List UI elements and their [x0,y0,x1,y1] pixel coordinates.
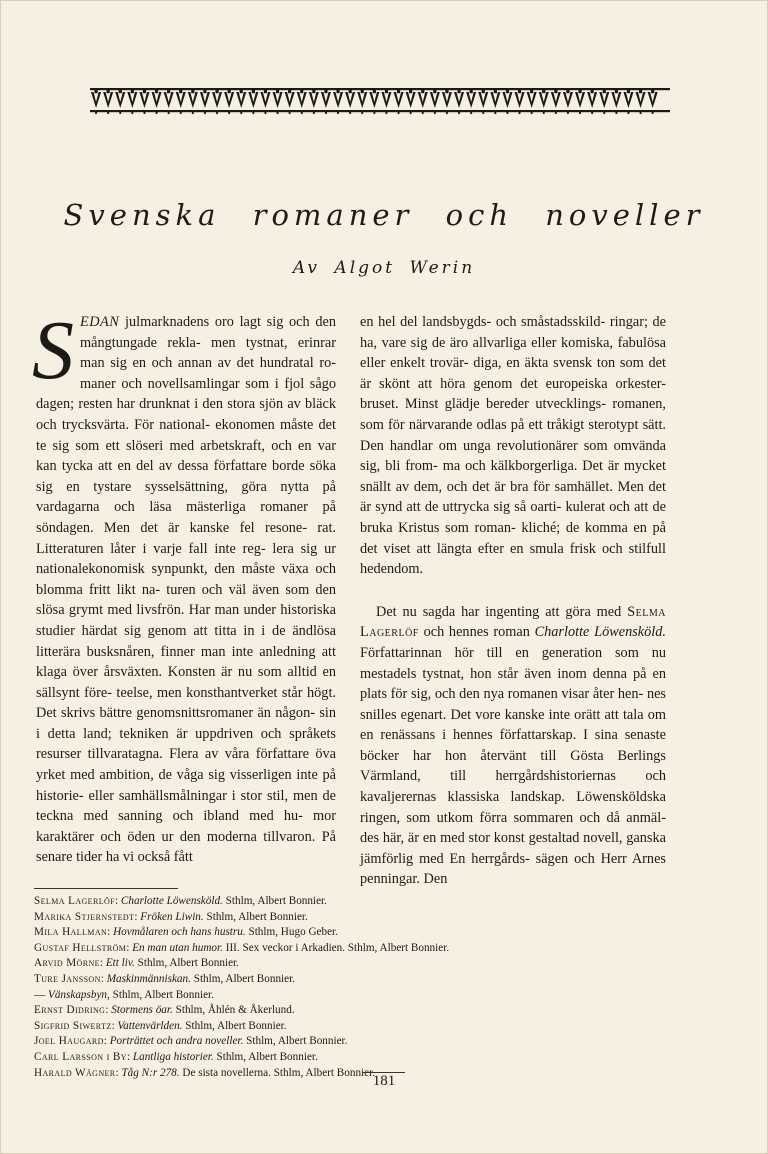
paragraph: en hel del landsbygds- och småstadsskild- ringar; de ha, vare sig de äro allvarliga eller komiska, fabulösa eller enkelt trovär- diga, en äkta svensk ton som det är skönt att höra genom det europeiska orkester- bruset. Minst glädje bereder utvecklings- romanen, som för närvarande odlas på ett tråkigt sterotypt sätt. Den handlar om unga revolutionärer som omvända sig, bli from- ma och kälkborgerliga. Det är mycket snällt av dem, och det är bra för samhället. Men det är synd att de uttrycka sig så oarti- kulerat och att de bruka Kristus som roman- kliché; de komma en på det viset att längta efter en smula frisk och stilfull hedendom. [360,314,666,578]
entry-publisher: De sista novellerna. Sthlm, Albert Bonnier. [179,1066,376,1079]
entry-separator: : [105,1004,112,1017]
entry-book-title: Vänskapsbyn, [47,988,110,1001]
bibliography-list [34,894,674,1081]
bibliography-entry [34,1050,674,1066]
entry-book-title: Porträttet och andra noveller. [109,1035,244,1048]
entry-author: Ernst Didring [34,1004,106,1017]
entry-author: Harald Wägner [34,1066,116,1079]
entry-book-title: Ett liv. [105,957,135,970]
entry-book-title: Hovmålaren och hans hustru. [113,926,246,939]
author-name: Selma Lagerlöf [360,603,666,641]
entry-separator: : [103,1035,110,1048]
column-left [32,304,336,868]
entry-separator: : [115,1066,122,1079]
bibliography-entry [34,910,674,926]
ornament-pattern-icon [90,86,670,116]
article-title: Svenska romaner och noveller [63,198,705,232]
entry-publisher: Sthlm, Albert Bonnier. [190,972,296,985]
entry-publisher: III. Sex veckor i Arkadien. Sthlm, Albert Bonnier. [222,941,450,954]
entry-separator: : [99,957,106,970]
entry-publisher: Sthlm, Albert Bonnier. [243,1035,348,1048]
footnote-rule [34,888,178,889]
opening-word: EDAN [80,314,120,330]
entry-publisher: Sthlm, Albert Bonnier. [222,895,327,907]
entry-separator: — [34,988,48,1001]
bibliography-entry [34,988,674,1004]
bibliography-entry [34,1003,674,1019]
entry-publisher: Sthlm, Hugo Geber. [245,926,338,939]
bibliography-entry [34,972,674,988]
entry-author: Arvid Mörne [34,957,100,970]
entry-separator: : [134,910,141,923]
bibliography-entry [34,1019,674,1035]
bibliography-entry [34,894,674,910]
entry-book-title: Charlotte Löwensköld. [120,895,223,907]
entry-author: Gustaf Hellström [34,941,127,954]
article-byline: Av Algot Werin [292,258,476,278]
entry-publisher: Sthlm, Åhlén & Åkerlund. [172,1004,295,1017]
entry-separator: : [115,895,121,907]
entry-author: Carl Larsson i By [34,1050,127,1063]
entry-book-title: Stormens öar. [111,1004,173,1017]
entry-publisher: Sthlm, Albert Bonnier. [109,988,214,1001]
text-run: Det nu sagda har ingenting att göra med [376,603,622,620]
entry-author: Ture Jansson [34,972,101,985]
entry-book-title: Tåg N:r 278. [121,1066,180,1079]
entry-separator: : [107,926,114,939]
paragraph [360,602,666,890]
entry-book-title: Vattenvärlden. [117,1019,183,1032]
entry-publisher: Sthlm, Albert Bonnier. [182,1019,287,1032]
entry-separator: : [111,1019,118,1032]
entry-author: Selma Lagerlöf [34,895,116,907]
paragraph-text: julmarknadens oro lagt sig och den mångtungade rekla- men tystnat, erinrar man sig en och annan av det hundratal ro- maner och novellsamlingar som i fjol sågo dagen; resten har drunknat i den stora sjön av bläck och trycksvärta. För national- ekonomen måste det te sig som ett slöseri med arbetskraft, och en var kan tycka att en del av dessa författare borde söka sig en tystare sysselsättning, göra nytta på vardagarna och läsa mästerliga romaner på söndagen. Men det är kanske fel resone- rat. Litteraturen låter i varje fall inte reg- lera sig ur nationalekonomisk synpunkt, den måste växa och blomma fritt likt na- turen och väl även som den slösa grymt med livsfrön. Har man under historiska studier härdat sig genom att titta in i de ändlösa litterära busksnåren, finner man inte anledning att klaga över årsväxten. Konsten är nu som alltid en sällsynt före- teelse, men konsthantverket står högt. Det skrivs bättre genomsnittsromaner än någon- sin i detta land; tekniken är uppdriven och språkets resurser tillvaratagna. Flera av våra författare öva yrket med ambition, de våga sig visserligen inte på historie- eller samhällsmålningar i stor stil, men de teckna med sanning och ibland med hu- mor karaktärer och öden ur den moderna tillvaron. På senare tider ha vi också fått [36,314,336,866]
entry-publisher: Sthlm, Albert Bonnier. [134,957,239,970]
entry-author: Mila Hallman [34,926,108,939]
bibliography-entry [34,941,674,957]
entry-publisher: Sthlm, Albert Bonnier. [203,910,308,923]
drop-cap: S [32,304,74,397]
entry-publisher: Sthlm, Albert Bonnier. [213,1050,318,1063]
page-number-text: 181 [363,1072,406,1090]
bibliography-entry [34,1034,674,1050]
entry-book-title: Maskinmänniskan. [106,972,191,985]
column-right [360,312,666,890]
entry-book-title: Fröken Liwin. [140,910,204,923]
bibliography-entry [34,956,674,972]
text-run: Författarinnan hör till en generation som nu mestadels tystnat, hon står även inom denna på en plats för sig, och den nya romanen visar åter hen- nes snilles egenart. Det vore kanske inte orätt att tala om en renässans i hennes författarskap. I sina senaste böcker har hon återvänt till Gösta Berlings Värmland, till herrgårdshistoriernas och kavaljerernas klassiska landskap. Löwensköldska ringen, som utkom förra sommaren och då anmäl- des här, är en med stor konst gestaltad novell, ganska jämförlig med En herrgårds- sägen och Herr Arnes penningar. Den [360,644,666,888]
ornamental-border [90,86,670,116]
text-run: och hennes roman [423,624,530,641]
bibliography-entry [34,925,674,941]
entry-book-title: En man utan humor. [132,941,223,954]
entry-separator: : [126,1050,133,1063]
entry-author: Marika Stjernstedt [34,910,135,923]
entry-book-title: Lantliga historier. [132,1050,214,1063]
entry-author: Joel Haugard [34,1035,104,1048]
entry-separator: : [100,972,107,985]
entry-separator: : [126,941,133,954]
entry-author: Sigfrid Siwertz [34,1019,112,1032]
paragraph [32,304,336,868]
book-title: Charlotte Löwensköld. [534,624,666,641]
page-number [0,1072,768,1090]
